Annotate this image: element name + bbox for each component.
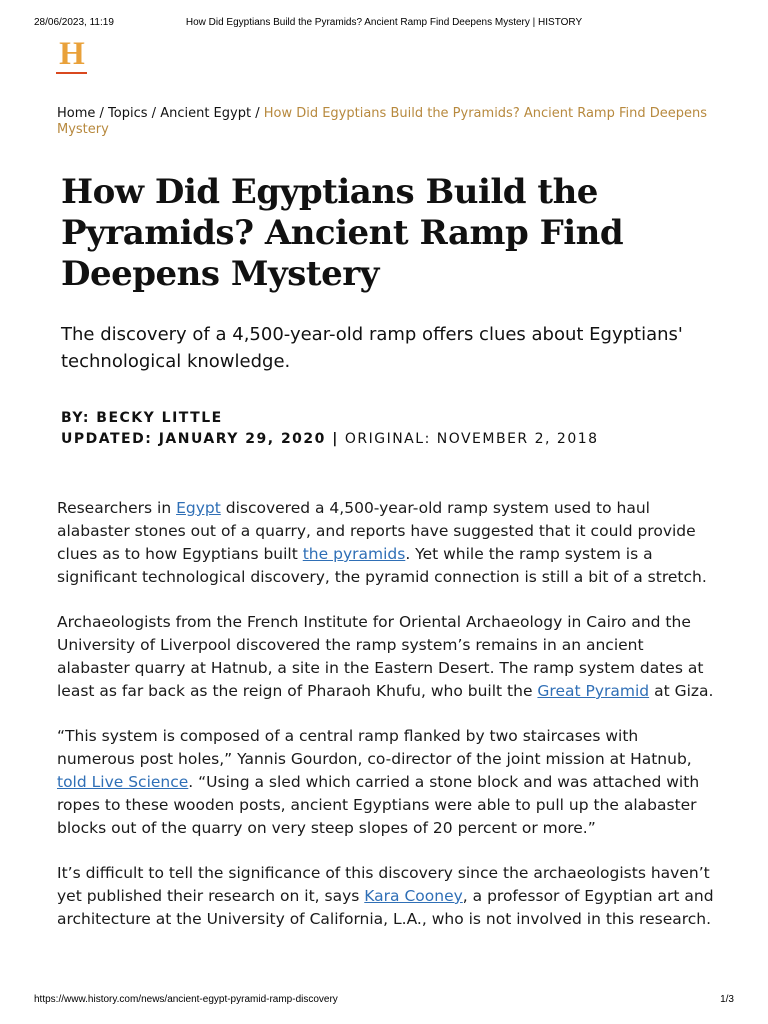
link-great-pyramid[interactable]: Great Pyramid [537,682,650,700]
print-url: https://www.history.com/news/ancient-egypt-pyramid-ramp-discovery [34,994,338,1005]
paragraph-text: It’s difficult to tell the significance of this discovery since the archaeologists haven’t yet published their research on it, says [57,864,710,905]
logo-underline [56,72,87,74]
breadcrumb-separator: / [95,106,109,121]
link-told-live-science[interactable]: told Live Science [57,773,189,791]
print-header [0,17,768,31]
breadcrumb-separator: / [251,106,264,121]
link-egypt[interactable]: Egypt [176,499,221,517]
print-page-title: How Did Egyptians Build the Pyramids? Ancient Ramp Find Deepens Mystery | HISTORY [185,17,583,28]
paragraph-1 [57,497,717,589]
updated-date: UPDATED: JANUARY 29, 2020 | [61,431,339,447]
paragraph-text: . Yet while the ramp system is a significant technological discovery, the pyramid connection is still a bit of a stretch. [57,545,707,586]
paragraph-text: at Giza. [649,682,714,700]
article-byline [61,408,711,450]
paragraph-text: “This system is composed of a central ramp flanked by two staircases with numerous post holes,” Yannis Gourdon, co-director of the joint mission at Hatnub, [57,727,692,768]
author-line: BY: BECKY LITTLE [61,410,223,426]
paragraph-text: . “Using a sled which carried a stone block and was attached with ropes to these wooden posts, ancient Egyptians were able to pull up the alabaster blocks out of the quarry on very steep slopes of 20 percent or more.” [57,773,700,837]
paragraph-2 [57,611,717,703]
article-headline: How Did Egyptians Build the Pyramids? Ancient Ramp Find Deepens Mystery [61,172,624,294]
breadcrumb-ancient-egypt[interactable]: Ancient Egypt [160,106,252,121]
article-dek: The discovery of a 4,500-year-old ramp offers clues about Egyptians' technological knowledge. [61,324,683,372]
breadcrumb-separator: / [147,106,161,121]
paragraph-4 [57,862,717,931]
breadcrumb-current[interactable]: How Did Egyptians Build the Pyramids? Ancient Ramp Find Deepens Mystery [57,106,708,137]
original-date: ORIGINAL: NOVEMBER 2, 2018 [344,431,599,447]
paragraph-text: discovered a 4,500-year-old ramp system used to haul alabaster stones out of a quarry, and reports have suggested that it could provide clues as to how Egyptians built [57,499,696,563]
article-body [57,497,717,953]
print-page-number: 1/3 [720,994,734,1005]
paragraph-text: , a professor of Egyptian art and architecture at the University of California, L.A., who is not involved in this research. [57,887,714,928]
paragraph-3 [57,725,717,840]
breadcrumb-home[interactable]: Home [57,106,96,121]
breadcrumb [57,106,707,138]
link-the-pyramids[interactable]: the pyramids [302,545,406,563]
history-logo-letter: H [59,36,84,72]
history-logo[interactable] [56,36,87,74]
print-date: 28/06/2023, 11:19 [34,17,114,28]
breadcrumb-topics[interactable]: Topics [108,106,148,121]
paragraph-text: Researchers in [57,499,177,517]
print-footer [0,994,768,1008]
paragraph-text: Archaeologists from the French Institute for Oriental Archaeology in Cairo and the University of Liverpool discovered the ramp system’s remains in an ancient alabaster quarry at Hatnub, a site in the Eastern Desert. The ramp system dates at least as far back as the reign of Pharaoh Khufu, who built the [57,613,704,700]
link-kara-cooney[interactable]: Kara Cooney [364,887,463,905]
